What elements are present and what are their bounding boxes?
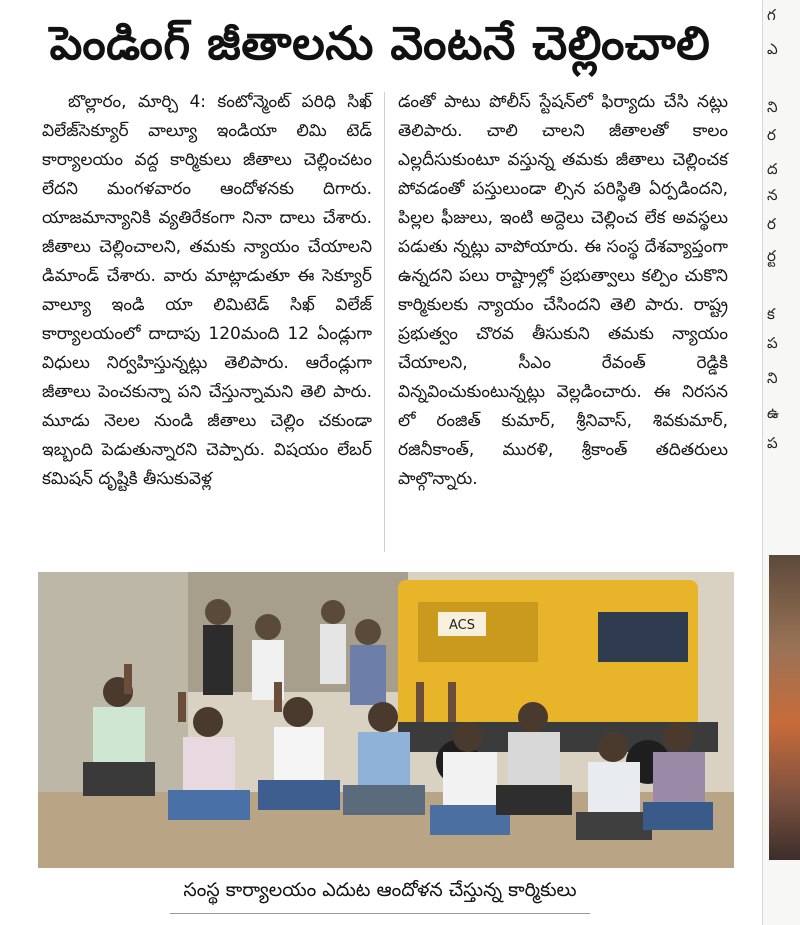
strip-char: ప	[767, 434, 778, 452]
strip-char: ద	[767, 160, 778, 178]
protest-photo-illustration	[38, 572, 734, 868]
left-column-text: బొల్లారం, మార్చి 4: కంటోన్మెంట్ పరిధి సిఖ్ విలేజ్‌సెక్యూర్ వాల్యూ ఇండియా లిమి టెడ్ కార్యాలయం వద్ద కార్మికులు జీతాలు చెల్లించటం లేదని మంగళవారం ఆందోళనకు దిగారు. యాజమాన్యానికి వ్యతిరేకంగా నినా దాలు చేశారు. జీతాలు చెల్లించాలని, తమకు న్యాయం చేయాలని డిమాండ్ చేశారు. వారు మాట్లాడుతూ ఈ సెక్యూర్ వాల్యూ ఇండి యా లిమిటెడ్ సిఖ్ విలేజ్ కార్యాలయంలో దాదాపు 120మంది 12 ఏండ్లుగా విధులు నిర్వహిస్తున్నట్లు తెలిపారు. ఆరేండ్లుగా జీతాలు పెంచకున్నా పని చేస్తున్నామని తెలి పారు. మూడు నెలల నుండి జీతాలు చెల్లిం చకుండా ఇబ్బంది పెడుతున్నారని చెప్పారు. విషయం లేబర్ కమిషన్ దృష్టికి తీసుకువెళ్ల	[42, 92, 372, 489]
strip-char: ర	[767, 215, 776, 233]
truck-sign-text: ACS	[449, 618, 475, 633]
article-right-column	[398, 88, 728, 494]
strip-char: క	[767, 305, 775, 323]
strip-char: ఎ	[767, 40, 778, 58]
adjacent-article-strip	[762, 0, 800, 925]
strip-char: ర్ట	[767, 247, 776, 265]
article-headline: పెండింగ్ జీతాలను వెంటనే చెల్లించాలి	[49, 16, 711, 70]
adjacent-photo-fragment	[769, 555, 800, 860]
strip-char: న	[767, 186, 778, 204]
strip-char: ప	[767, 334, 778, 352]
strip-char: ని	[767, 369, 778, 387]
strip-char: గ	[767, 6, 776, 24]
photo-caption: సంస్థ కార్యాలయం ఎదుట ఆందోళన చేస్తున్న కార్మికులు	[183, 879, 577, 901]
strip-char: ర	[767, 126, 776, 144]
strip-char: ఉ	[767, 404, 779, 422]
column-divider	[384, 92, 385, 552]
protest-photo	[38, 572, 734, 868]
strip-char: ని	[767, 98, 778, 116]
right-column-text: డంతో పాటు పోలీస్ స్టేషన్‌లో ఫిర్యాదు చేసి నట్లు తెలిపారు. చాలి చాలని జీతాలతో కాలం ఎల్లదీసుకుంటూ వస్తున్న తమకు జీతాలు చెల్లించక పోవడంతో పస్తులుండా ల్సిన పరిస్థితి ఏర్పడిందని, పిల్లల ఫీజులు, ఇంటి అద్దెలు చెల్లించ లేక అవస్థలు పడుతు న్నట్లు వాపోయారు. ఈ సంస్థ దేశవ్యాప్తంగా ఉన్నదని పలు రాష్ట్రాల్లో ప్రభుత్వాలు కల్పిం చుకొని కార్మికులకు న్యాయం చేసిందని తెలి పారు. రాష్ట్ర ప్రభుత్వం చొరవ తీసుకుని తమకు న్యాయం చేయాలని, సీఎం రేవంత్ రెడ్డికి విన్నవించుకుంటున్నట్లు వెల్లడించారు. ఈ నిరసన లో రంజిత్ కుమార్, శ్రీనివాస్, శివకుమార్, రజినీకాంత్, మురళి, శ్రీకాంత్ తదితరులు పాల్గొన్నారు.	[398, 92, 728, 489]
article-left-column	[42, 88, 372, 494]
caption-underline	[170, 913, 590, 914]
